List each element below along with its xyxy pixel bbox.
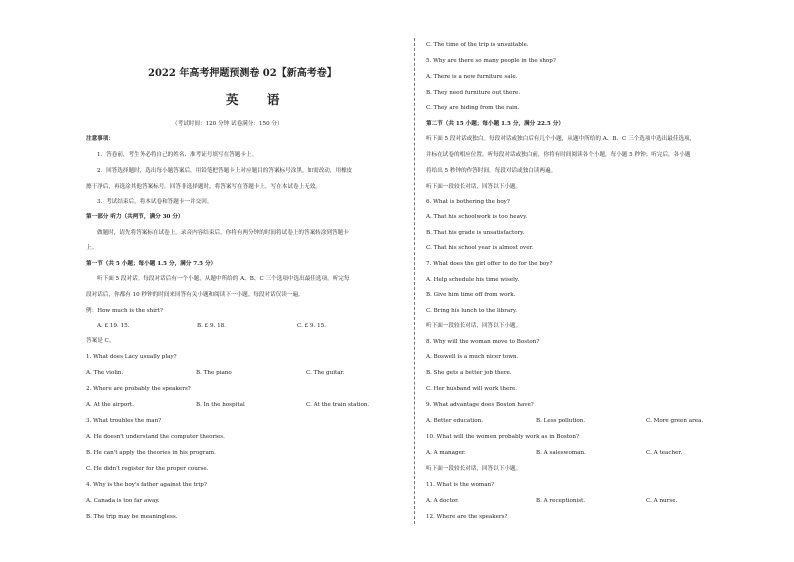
part1-intro: 做题时，请先将答案标在试卷上。录音内容结束后，你将有两分钟的时间将试卷上的答案转涂到答题卡 xyxy=(97,230,349,236)
option: A. A doctor. xyxy=(426,498,459,504)
option: A. Canada is too far away. xyxy=(86,498,160,504)
option: B. A receptionist. xyxy=(536,498,586,504)
question-12: 12. Where are the speakers? xyxy=(426,514,508,520)
option: A. At the airport. xyxy=(86,402,134,408)
note-item: 2．回答选择题时，选出每小题答案后，用铅笔把答题卡上对应题目的答案标号涂黑。如需改动，用橡皮 xyxy=(97,168,353,174)
section2-intro-cont: 将给出 5 秒钟的作答时间。每段对话或独白读两遍。 xyxy=(426,168,557,174)
option: B. Give him time off from work. xyxy=(426,292,516,298)
example-answer: 答案是 C。 xyxy=(86,338,115,344)
question-4: 4. Why is the boy's father against the trip? xyxy=(86,482,207,488)
listen-instruction: 听下面一段较长对话，回答以下小题。 xyxy=(426,323,522,329)
option: A. Help schedule his time wisely. xyxy=(426,277,520,283)
option: A. A manager. xyxy=(426,450,466,456)
example-question: 例：How much is the shirt? xyxy=(86,308,163,314)
option: B. That his grade is unsatisfactory. xyxy=(426,230,525,236)
option: C. More green area. xyxy=(646,418,704,424)
question-5: 5. Why are there so many people in the shop? xyxy=(426,58,556,64)
question-2: 2. Where are probably the speakers? xyxy=(86,386,191,392)
option: B. She gets a better job there. xyxy=(426,370,512,376)
option: C. They are hiding from the rain. xyxy=(426,105,520,111)
option: B. A saleswoman. xyxy=(536,450,586,456)
option: C. At the train station. xyxy=(306,402,370,408)
option: C. The time of the trip is unsuitable. xyxy=(426,42,529,48)
question-2-options xyxy=(86,403,416,409)
section2-intro: 听下面 5 段对话或独白。每段对话或独白后有几个小题，从题中所给的 A、B、C 三个选项中选出最佳选项， xyxy=(426,136,696,142)
option: C. The guitar. xyxy=(306,370,345,376)
option: B. £ 9. 18. xyxy=(197,323,227,329)
option: B. He can't apply the theories in his program. xyxy=(86,450,216,456)
section1-intro-cont: 段对话后，你都有 10 秒钟的时间来回答有关小题和阅读下一小题。每段对话仅读一遍。 xyxy=(86,292,304,298)
option: B. The trip may be meaningless. xyxy=(86,514,178,520)
question-11-options xyxy=(426,499,756,505)
option: C. Bring his lunch to the library. xyxy=(426,308,518,314)
option: B. The piano xyxy=(196,370,232,376)
section1-heading: 第一节（共 5 小题；每小题 1.5 分，满分 7.5 分） xyxy=(86,261,217,267)
option: A. £ 19. 15. xyxy=(97,323,130,329)
option: A. Boswell is a much nicer town. xyxy=(426,354,519,360)
option: B. They need furniture out there. xyxy=(426,90,521,96)
question-1: 1. What does Lacy usually play? xyxy=(86,354,177,360)
option: A. The violin. xyxy=(86,370,124,376)
option: C. Her husband will work there. xyxy=(426,386,518,392)
question-7: 7. What does the girl offer to do for the boy? xyxy=(426,261,553,267)
exam-info: （考试时间：120 分钟 试卷满分：150 分） xyxy=(172,121,283,127)
option: B. Less pollution. xyxy=(536,418,586,424)
option: C. A nurse. xyxy=(646,498,678,504)
note-item: 1．答卷前，考生务必将自己的姓名、准考证号填写在答题卡上。 xyxy=(97,152,258,158)
option: C. A teacher. xyxy=(646,450,683,456)
question-6: 6. What is bothering the boy? xyxy=(426,199,510,205)
section2-intro-cont: 并标在试卷的相应位置。听每段对话或独白前，你将有时间阅读各个小题，每小题 5 秒钟；听完后，各小题 xyxy=(426,152,691,158)
listen-instruction: 听下面一段较长对话，回答以下小题。 xyxy=(426,184,522,190)
page-title: 2022 年高考押题预测卷 02【新高考卷】 xyxy=(148,68,337,79)
option: A. That his schoolwork is too heavy. xyxy=(426,214,528,220)
question-1-options xyxy=(86,371,416,377)
question-3: 3. What troubles the man? xyxy=(86,418,162,424)
section2-heading: 第二节（共 15 小题；每小题 1.5 分，满分 22.5 分） xyxy=(426,121,564,127)
option: A. There is a new furniture sale. xyxy=(426,74,518,80)
option: C. That his school year is almost over. xyxy=(426,245,534,251)
question-10: 10. What will the women probably work as in Boston? xyxy=(426,434,579,440)
option: A. He doesn't understand the computer theories. xyxy=(86,434,225,440)
example-options xyxy=(97,324,397,330)
notes-heading: 注意事项： xyxy=(86,136,114,142)
question-9: 9. What advantage does Boston have? xyxy=(426,402,534,408)
section1-intro: 听下面 5 段对话。每段对话后有一个小题，从题中所给的 A、B、C 三个选项中选出最佳选项。听完每 xyxy=(97,276,350,282)
column-divider xyxy=(414,38,415,524)
part1-heading: 第一部分 听力（共两节，满分 30 分） xyxy=(86,214,184,220)
option: C. He didn't register for the proper course. xyxy=(86,466,209,472)
option: B. In the hospital xyxy=(196,402,245,408)
note-item: 3．考试结束后，将本试卷和答题卡一并交回。 xyxy=(97,199,213,205)
question-9-options xyxy=(426,419,756,425)
part1-intro-cont: 上。 xyxy=(86,245,98,251)
listen-instruction: 听下面一段较长对话，回答以下小题。 xyxy=(426,466,522,472)
question-8: 8. Why will the woman move to Boston? xyxy=(426,339,540,345)
option: A. Better education. xyxy=(426,418,484,424)
note-item: 擦干净后，再选涂其他答案标号。回答非选择题时，将答案写在答题卡上，写在本试卷上无效。 xyxy=(86,184,321,190)
subject-title: 英 语 xyxy=(226,92,292,107)
question-10-options xyxy=(426,451,756,457)
question-11: 11. What is the woman? xyxy=(426,482,495,488)
option: C. £ 9. 15. xyxy=(297,323,326,329)
